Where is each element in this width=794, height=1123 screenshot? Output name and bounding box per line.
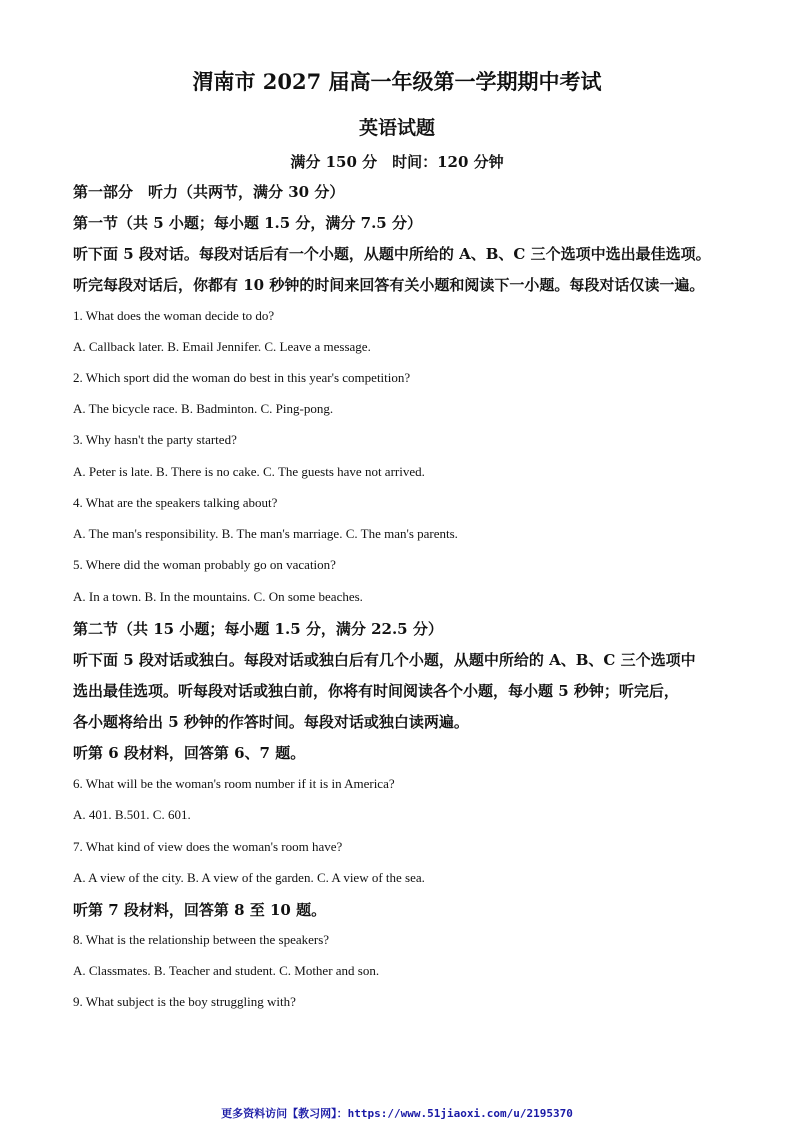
question-9: 9. What subject is the boy struggling with? [73, 994, 296, 1009]
question-2-options: A. The bicycle race. B. Badminton. C. Ping-pong. [73, 401, 334, 416]
question-3: 3. Why hasn't the party started? [73, 432, 237, 447]
question-5: 5. Where did the woman probably go on vacation? [73, 557, 336, 572]
section2-instruction-line: 各小题将给出 5 秒钟的作答时间。每段对话或独白读两遍。 [73, 713, 469, 731]
question-6: 6. What will be the woman's room number if it is in America? [73, 776, 395, 791]
section1-instruction-line: 听下面 5 段对话。每段对话后有一个小题，从题中所给的 A、B、C 三个选项中选出最佳选项。 [73, 245, 711, 263]
question-7-options: A. A view of the city. B. A view of the garden. C. A view of the sea. [73, 870, 425, 885]
question-2: 2. Which sport did the woman do best in this year's competition? [73, 370, 411, 385]
section2-instruction-line: 听下面 5 段对话或独白。每段对话或独白后有几个小题，从题中所给的 A、B、C 三个选项中 [73, 651, 696, 669]
question-6-options: A. 401. B.501. C. 601. [73, 807, 191, 822]
material-7-heading: 听第 7 段材料，回答第 8 至 10 题。 [73, 901, 327, 919]
question-8-options: A. Classmates. B. Teacher and student. C. Mother and son. [73, 963, 380, 978]
material-6-heading: 听第 6 段材料，回答第 6、7 题。 [73, 744, 306, 762]
question-4: 4. What are the speakers talking about? [73, 495, 278, 510]
question-5-options: A. In a town. B. In the mountains. C. On some beaches. [73, 589, 363, 604]
question-4-options: A. The man's responsibility. B. The man's marriage. C. The man's parents. [73, 526, 458, 541]
exam-title: 渭南市 2027 届高一年级第一学期期中考试 [192, 69, 602, 94]
section2-instruction-line: 选出最佳选项。听每段对话或独白前，你将有时间阅读各个小题，每小题 5 秒钟；听完后， [73, 682, 679, 700]
question-8: 8. What is the relationship between the speakers? [73, 932, 330, 947]
footer-link[interactable]: 更多资料访问【教习网】：https://www.51jiaoxi.com/u/2195370 [221, 1107, 573, 1120]
question-3-options: A. Peter is late. B. There is no cake. C. The guests have not arrived. [73, 464, 425, 479]
exam-subject: 英语试题 [358, 117, 435, 139]
score-and-time: 满分 150 分 时间：120 分钟 [290, 153, 504, 171]
section2-heading: 第二节（共 15 小题；每小题 1.5 分，满分 22.5 分） [73, 620, 443, 638]
question-1-options: A. Callback later. B. Email Jennifer. C. Leave a message. [73, 339, 371, 354]
question-7: 7. What kind of view does the woman's room have? [73, 839, 343, 854]
section1-instruction-line: 听完每段对话后，你都有 10 秒钟的时间来回答有关小题和阅读下一小题。每段对话仅读一遍。 [73, 276, 705, 294]
part1-heading: 第一部分 听力（共两节，满分 30 分） [73, 183, 345, 201]
question-1: 1. What does the woman decide to do? [73, 308, 275, 323]
section1-heading: 第一节（共 5 小题；每小题 1.5 分，满分 7.5 分） [73, 214, 422, 232]
